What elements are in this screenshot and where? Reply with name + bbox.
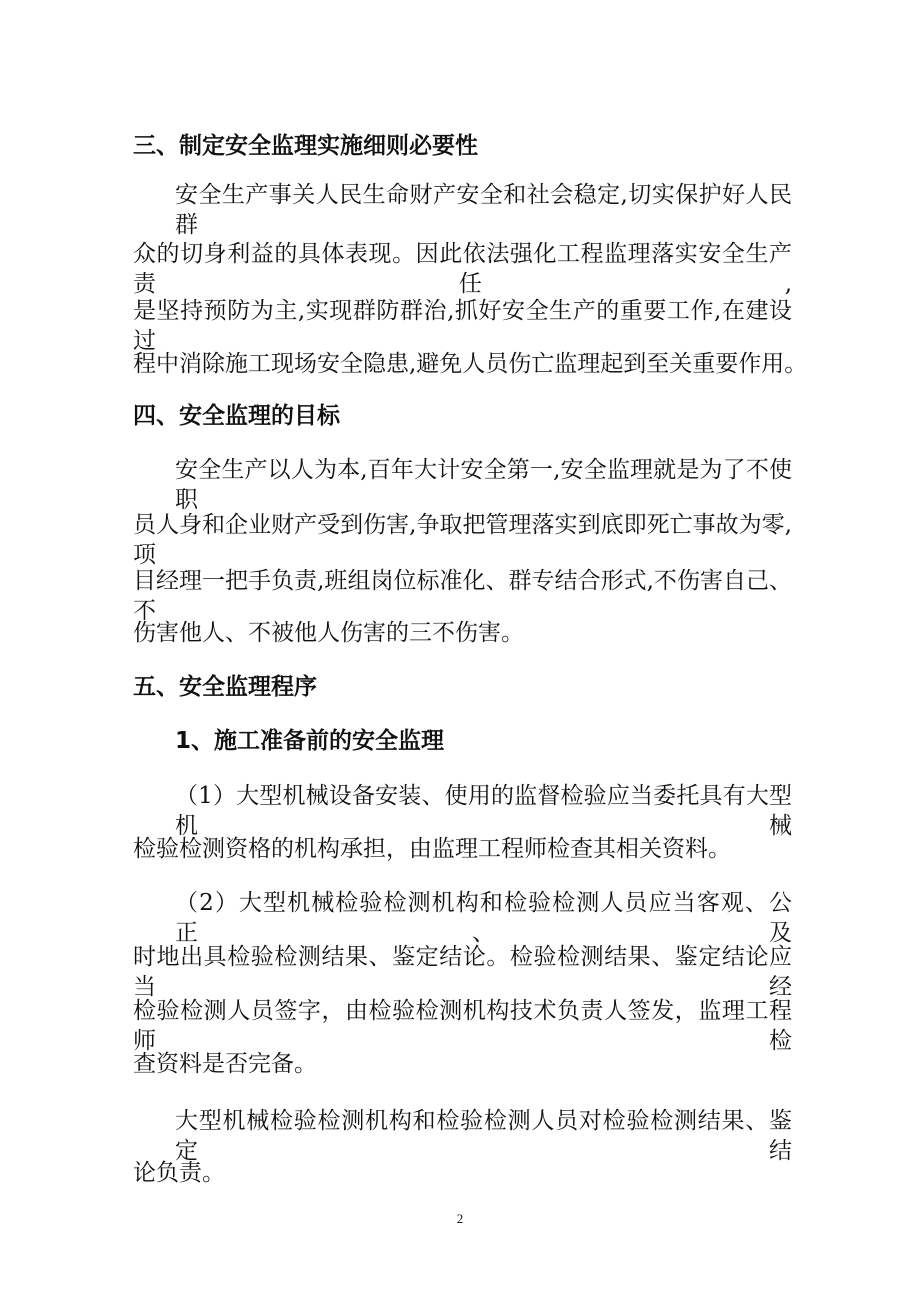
paragraph-line: 目经理一把手负责,班组岗位标准化、群专结合形式,不伤害自己、不 [133,568,792,624]
paragraph-line: 安全生产事关人民生命财产安全和社会稳定,切实保护好人民群 [175,182,792,238]
subsection-heading: 1、施工准备前的安全监理 [175,728,445,754]
section-heading: 五、安全监理程序 [133,674,317,700]
paragraph-line: 众的切身利益的具体表现。因此依法强化工程监理落实安全生产责任, [133,241,792,297]
item-line: 查资料是否完备。 [133,1051,317,1077]
item-line: 大型机械检验检测机构和检验检测人员对检验检测结果、鉴定结 [175,1108,792,1164]
paragraph-line: 安全生产以人为本,百年大计安全第一,安全监理就是为了不使职 [175,457,792,513]
section-heading: 三、制定安全监理实施细则必要性 [133,133,478,159]
paragraph-line: 伤害他人、不被他人伤害的三不伤害。 [133,620,524,646]
section-heading: 四、安全监理的目标 [133,403,340,429]
item-line: （1）大型机械设备安装、使用的监督检验应当委托具有大型机械 [175,783,792,839]
item-line: （2）大型机械检验检测机构和检验检测人员应当客观、公正、及 [175,890,792,946]
item-line: 论负责。 [133,1160,225,1186]
item-line: 检验检测人员签字，由检验检测机构技术负责人签发，监理工程师检 [133,998,792,1054]
paragraph-line: 员人身和企业财产受到伤害,争取把管理落实到底即死亡事故为零,项 [133,512,792,568]
paragraph-line: 程中消除施工现场安全隐患,避免人员伤亡监理起到至关重要作用。 [133,351,808,377]
page-number: 2 [456,1211,464,1226]
item-line: 检验检测资格的机构承担，由监理工程师检查其相关资料。 [133,836,731,862]
item-line: 时地出具检验检测结果、鉴定结论。检验检测结果、鉴定结论应当经 [133,944,792,1000]
paragraph-line: 是坚持预防为主,实现群防群治,抓好安全生产的重要工作,在建设过 [133,298,792,354]
